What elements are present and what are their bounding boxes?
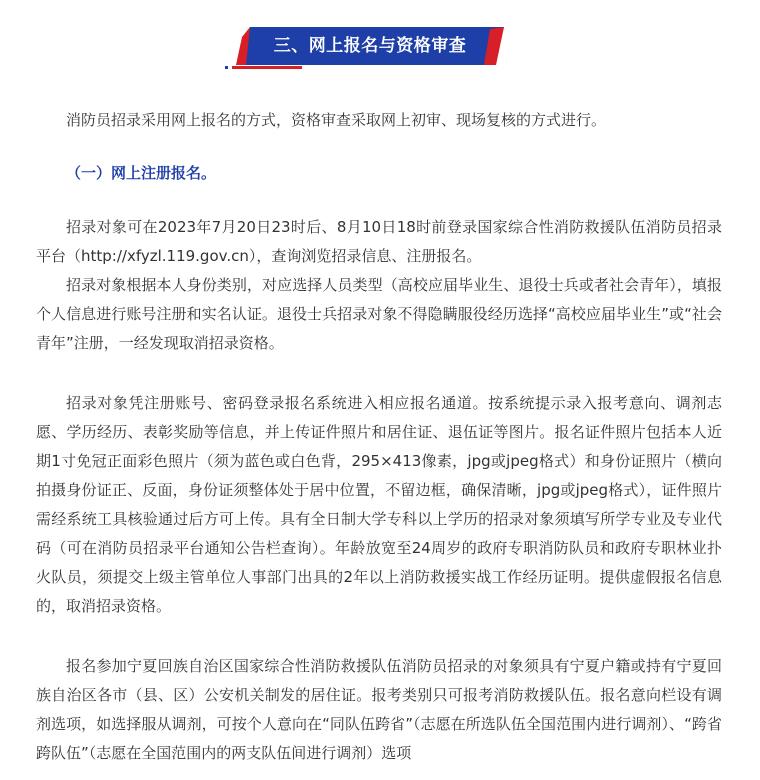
- underline-dot: [225, 66, 228, 69]
- section-banner: [236, 27, 504, 65]
- paragraph-registration-time: 招录对象可在2023年7月20日23时后、8月10日18时前登录国家综合性消防救援队伍消防员招录平台（http://xfyzl.119.gov.cn），查询浏览招录信息、注册报名。: [36, 218, 722, 265]
- banner-title: 三、网上报名与资格审查: [273, 36, 467, 56]
- section-heading-online-registration: （一）网上注册报名。: [66, 164, 217, 182]
- intro-paragraph: 消防员招录采用网上报名的方式，资格审查采取网上初审、现场复核的方式进行。: [66, 111, 607, 129]
- banner-underline: [232, 66, 302, 69]
- paragraph-identity-type: 招录对象根据本人身份类别，对应选择人员类型（高校应届毕业生、退役士兵或者社会青年），填报个人信息进行账号注册和实名认证。退役士兵招录对象不得隐瞒服役经历选择“高校应届毕业生”或“社会青年”注册，一经发现取消招录资格。: [36, 276, 722, 352]
- document-body: [36, 106, 722, 768]
- paragraph-ningxia-requirements: 报名参加宁夏回族自治区国家综合性消防救援队伍消防员招录的对象须具有宁夏户籍或持有宁夏回族自治区各市（县、区）公安机关制发的居住证。报考类别只可报考消防救援队伍。报名意向栏设有调剂选项，如选择服从调剂，可按个人意向在“同队伍跨省”（志愿在所选队伍全国范围内进行调剂）、“跨省跨队伍”（志愿在全国范围内的两支队伍间进行调剂）选项: [36, 657, 722, 762]
- paragraph-login-and-upload: 招录对象凭注册账号、密码登录报名系统进入相应报名通道。按系统提示录入报考意向、调剂志愿、学历经历、表彰奖励等信息，并上传证件照片和居住证、退伍证等图片。报名证件照片包括本人近期1寸免冠正面彩色照片（须为蓝色或白色背，295×413像素，jpg或jpeg格式）和身份证照片（横向拍摄身份证正、反面，身份证须整体处于居中位置，不留边框，确保清晰，jpg或jpeg格式），证件照片需经系统工具核验通过后方可上传。具有全日制大学专科以上学历的招录对象须填写所学专业及专业代码（可在消防员招录平台通知公告栏查询）。年龄放宽至24周岁的政府专职消防队员和政府专职林业扑火队员，须提交上级主管单位人事部门出具的2年以上消防救援实战工作经历证明。提供虚假报名信息的，取消招录资格。: [36, 394, 722, 615]
